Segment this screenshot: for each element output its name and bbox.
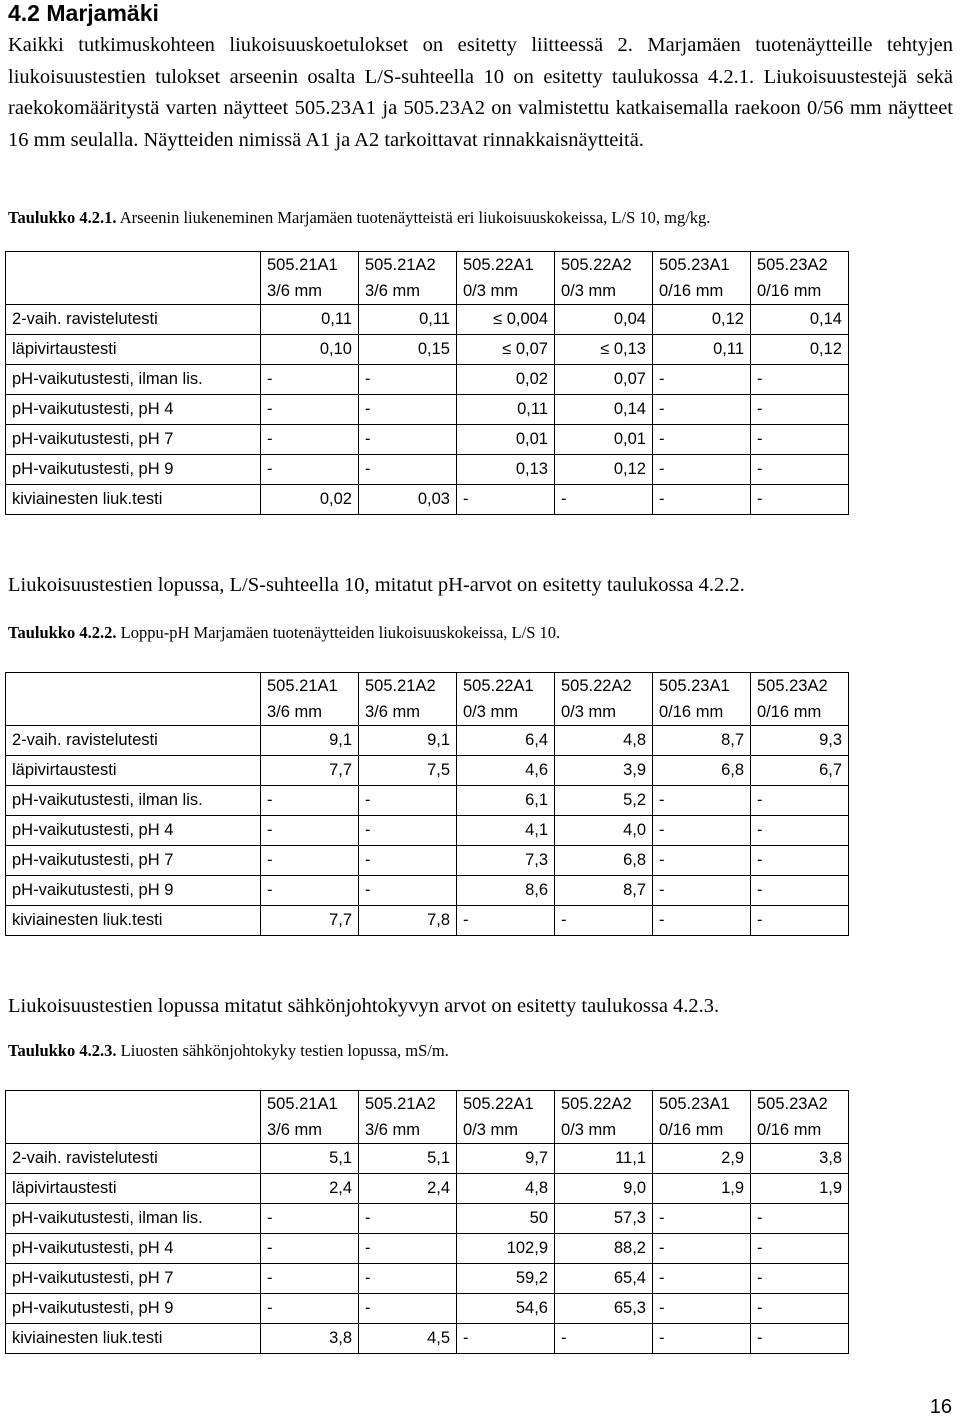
header-corner-cell (6, 1091, 261, 1144)
grain-size: 3/6 mm (365, 703, 421, 721)
value-cell: 0,02 (261, 485, 359, 515)
row-label: läpivirtaustesti (6, 756, 261, 786)
value-cell: 6,7 (751, 756, 849, 786)
value-cell: 0,11 (457, 395, 555, 425)
value-cell: 7,3 (457, 846, 555, 876)
table-row (6, 485, 849, 515)
value-cell: 2,9 (653, 1144, 751, 1174)
value-cell: - (653, 1264, 751, 1294)
value-cell: 7,7 (261, 906, 359, 936)
value-cell: 65,3 (555, 1294, 653, 1324)
sample-id: 505.22A1 (463, 1095, 534, 1113)
column-header (653, 673, 751, 726)
value-cell: 0,07 (555, 365, 653, 395)
table-row (6, 425, 849, 455)
table-row (6, 395, 849, 425)
sample-id: 505.21A1 (267, 677, 338, 695)
value-cell: - (653, 485, 751, 515)
value-cell: - (555, 1324, 653, 1354)
conductivity-paragraph: Liukoisuustestien lopussa mitatut sähkönjohtokyvyn arvot on esitetty taulukossa 4.2.3. (8, 995, 720, 1017)
table-header-row (6, 252, 849, 305)
value-cell: 2,4 (359, 1174, 457, 1204)
row-label: pH-vaikutustesti, ilman lis. (6, 365, 261, 395)
value-cell: 3,9 (555, 756, 653, 786)
value-cell: - (261, 1294, 359, 1324)
value-cell: 8,7 (653, 726, 751, 756)
table-row (6, 786, 849, 816)
value-cell: 0,13 (457, 455, 555, 485)
value-cell: 4,0 (555, 816, 653, 846)
value-cell: 11,1 (555, 1144, 653, 1174)
row-label: 2-vaih. ravistelutesti (6, 726, 261, 756)
table-row (6, 365, 849, 395)
value-cell: 2,4 (261, 1174, 359, 1204)
table-row (6, 726, 849, 756)
value-cell: 54,6 (457, 1294, 555, 1324)
row-label: pH-vaikutustesti, ilman lis. (6, 786, 261, 816)
row-label: kiviainesten liuk.testi (6, 906, 261, 936)
value-cell: - (359, 786, 457, 816)
column-header (359, 673, 457, 726)
table1-caption (8, 208, 710, 228)
value-cell: ≤ 0,07 (457, 335, 555, 365)
value-cell: - (653, 365, 751, 395)
row-label: pH-vaikutustesti, pH 7 (6, 1264, 261, 1294)
row-label: pH-vaikutustesti, pH 4 (6, 395, 261, 425)
value-cell: - (751, 786, 849, 816)
value-cell: 0,12 (555, 455, 653, 485)
table-header-row (6, 1091, 849, 1144)
value-cell: - (751, 1234, 849, 1264)
intro-paragraph: Kaikki tutkimuskohteen liukoisuuskoetulokset on esitetty liitteessä 2. Marjamäen tuotenäytteille tehtyjen liukoisuustestien tulokset arseenin osalta L/S-suhteella 10 on esitetty taulukossa 4.2.1. Liukoisuustestejä sekä raekokomääritystä varten näytteet 505.23A1 ja 505.23A2 on valmistettu katkaisemalla raekoon 0/56 mm näytteet 16 mm seulalla. Näytteiden nimissä A1 ja A2 tarkoittavat rinnakkaisnäytteitä. (8, 34, 953, 151)
value-cell: 0,01 (555, 425, 653, 455)
column-header (751, 252, 849, 305)
column-header (555, 1091, 653, 1144)
value-cell: - (261, 786, 359, 816)
final-ph-table (5, 672, 849, 936)
row-label: 2-vaih. ravistelutesti (6, 305, 261, 335)
table-row (6, 846, 849, 876)
table-row (6, 1204, 849, 1234)
value-cell: - (653, 816, 751, 846)
value-cell: - (751, 365, 849, 395)
column-header (457, 252, 555, 305)
value-cell: 8,6 (457, 876, 555, 906)
value-cell: - (653, 1204, 751, 1234)
value-cell: 50 (457, 1204, 555, 1234)
table1-caption-label: Taulukko 4.2.1. (8, 208, 117, 227)
sample-id: 505.22A1 (463, 256, 534, 274)
value-cell: 0,14 (751, 305, 849, 335)
value-cell: 57,3 (555, 1204, 653, 1234)
value-cell: - (457, 485, 555, 515)
column-header (555, 252, 653, 305)
value-cell: - (359, 1264, 457, 1294)
grain-size: 3/6 mm (267, 703, 323, 721)
row-label: 2-vaih. ravistelutesti (6, 1144, 261, 1174)
value-cell: - (261, 876, 359, 906)
value-cell: - (653, 425, 751, 455)
value-cell: 9,0 (555, 1174, 653, 1204)
row-label: kiviainesten liuk.testi (6, 1324, 261, 1354)
value-cell: 0,01 (457, 425, 555, 455)
table-row (6, 1234, 849, 1264)
value-cell: - (751, 425, 849, 455)
value-cell: ≤ 0,004 (457, 305, 555, 335)
value-cell: 65,4 (555, 1264, 653, 1294)
grain-size: 3/6 mm (267, 1121, 323, 1139)
value-cell: - (751, 455, 849, 485)
sample-id: 505.22A2 (561, 256, 632, 274)
table2-caption (8, 623, 560, 643)
value-cell: - (751, 1264, 849, 1294)
value-cell: - (653, 1234, 751, 1264)
table-row (6, 455, 849, 485)
table-row (6, 756, 849, 786)
value-cell: 5,1 (261, 1144, 359, 1174)
grain-size: 3/6 mm (365, 1121, 421, 1139)
value-cell: - (359, 816, 457, 846)
value-cell: 88,2 (555, 1234, 653, 1264)
value-cell: - (653, 876, 751, 906)
value-cell: 4,8 (555, 726, 653, 756)
sample-id: 505.21A2 (365, 677, 436, 695)
table3-caption-text: Liuosten sähkönjohtokyky testien lopussa, mS/m. (120, 1041, 449, 1060)
value-cell: 8,7 (555, 876, 653, 906)
table-header-row (6, 673, 849, 726)
value-cell: 6,1 (457, 786, 555, 816)
value-cell: 9,1 (359, 726, 457, 756)
value-cell: - (751, 1294, 849, 1324)
table2-caption-label: Taulukko 4.2.2. (8, 623, 117, 642)
row-label: pH-vaikutustesti, pH 7 (6, 846, 261, 876)
table-row (6, 1294, 849, 1324)
value-cell: - (457, 906, 555, 936)
value-cell: 0,12 (751, 335, 849, 365)
value-cell: - (653, 1294, 751, 1324)
column-header (555, 673, 653, 726)
grain-size: 0/16 mm (659, 1121, 724, 1139)
column-header (359, 1091, 457, 1144)
row-label: pH-vaikutustesti, pH 4 (6, 1234, 261, 1264)
table3-caption (8, 1041, 449, 1061)
grain-size: 0/3 mm (463, 282, 519, 300)
grain-size: 0/16 mm (757, 282, 822, 300)
value-cell: - (751, 846, 849, 876)
grain-size: 0/16 mm (659, 282, 724, 300)
sample-id: 505.22A2 (561, 1095, 632, 1113)
value-cell: 7,5 (359, 756, 457, 786)
table-row (6, 876, 849, 906)
column-header (457, 673, 555, 726)
value-cell: - (261, 846, 359, 876)
value-cell: - (751, 1204, 849, 1234)
row-label: pH-vaikutustesti, pH 9 (6, 876, 261, 906)
value-cell: 0,11 (261, 305, 359, 335)
value-cell: 5,1 (359, 1144, 457, 1174)
table1-caption-text: Arseenin liukeneminen Marjamäen tuotenäytteistä eri liukoisuuskokeissa, L/S 10, mg/kg. (119, 208, 711, 227)
arsenic-leaching-table (5, 251, 849, 515)
value-cell: - (261, 1264, 359, 1294)
value-cell: - (261, 816, 359, 846)
sample-id: 505.21A1 (267, 256, 338, 274)
value-cell: 4,1 (457, 816, 555, 846)
table-row (6, 1174, 849, 1204)
value-cell: 0,02 (457, 365, 555, 395)
table-row (6, 816, 849, 846)
value-cell: ≤ 0,13 (555, 335, 653, 365)
value-cell: - (359, 1294, 457, 1324)
value-cell: 7,8 (359, 906, 457, 936)
sample-id: 505.23A2 (757, 1095, 828, 1113)
value-cell: - (457, 1324, 555, 1354)
table-row (6, 906, 849, 936)
value-cell: 9,7 (457, 1144, 555, 1174)
value-cell: 0,12 (653, 305, 751, 335)
column-header (653, 1091, 751, 1144)
grain-size: 0/3 mm (561, 703, 617, 721)
value-cell: - (359, 876, 457, 906)
value-cell: - (261, 1204, 359, 1234)
value-cell: - (751, 395, 849, 425)
value-cell: 4,8 (457, 1174, 555, 1204)
grain-size: 0/16 mm (659, 703, 724, 721)
sample-id: 505.21A2 (365, 256, 436, 274)
value-cell: 6,8 (555, 846, 653, 876)
row-label: pH-vaikutustesti, pH 7 (6, 425, 261, 455)
column-header (261, 1091, 359, 1144)
table-row (6, 1324, 849, 1354)
conductivity-table (5, 1090, 849, 1354)
sample-id: 505.21A1 (267, 1095, 338, 1113)
grain-size: 3/6 mm (267, 282, 323, 300)
value-cell: - (359, 365, 457, 395)
grain-size: 0/3 mm (463, 1121, 519, 1139)
column-header (751, 1091, 849, 1144)
row-label: pH-vaikutustesti, pH 9 (6, 1294, 261, 1324)
sample-id: 505.22A1 (463, 677, 534, 695)
sample-id: 505.23A1 (659, 677, 730, 695)
value-cell: - (261, 395, 359, 425)
column-header (359, 252, 457, 305)
value-cell: - (359, 395, 457, 425)
table-row (6, 1264, 849, 1294)
grain-size: 0/3 mm (561, 282, 617, 300)
value-cell: - (653, 395, 751, 425)
value-cell: 7,7 (261, 756, 359, 786)
grain-size: 0/3 mm (561, 1121, 617, 1139)
value-cell: - (359, 1204, 457, 1234)
value-cell: 59,2 (457, 1264, 555, 1294)
table-row (6, 305, 849, 335)
value-cell: 0,11 (359, 305, 457, 335)
header-corner-cell (6, 252, 261, 305)
value-cell: - (261, 1234, 359, 1264)
value-cell: - (751, 876, 849, 906)
sample-id: 505.23A2 (757, 256, 828, 274)
row-label: läpivirtaustesti (6, 335, 261, 365)
value-cell: - (359, 1234, 457, 1264)
sample-id: 505.22A2 (561, 677, 632, 695)
row-label: pH-vaikutustesti, pH 4 (6, 816, 261, 846)
row-label: pH-vaikutustesti, ilman lis. (6, 1204, 261, 1234)
value-cell: - (751, 906, 849, 936)
value-cell: - (261, 365, 359, 395)
column-header (261, 252, 359, 305)
row-label: kiviainesten liuk.testi (6, 485, 261, 515)
row-label: pH-vaikutustesti, pH 9 (6, 455, 261, 485)
value-cell: 4,6 (457, 756, 555, 786)
column-header (457, 1091, 555, 1144)
value-cell: 0,15 (359, 335, 457, 365)
value-cell: 3,8 (261, 1324, 359, 1354)
column-header (653, 252, 751, 305)
value-cell: 3,8 (751, 1144, 849, 1174)
value-cell: 5,2 (555, 786, 653, 816)
section-heading: 4.2 Marjamäki (8, 0, 159, 26)
value-cell: 1,9 (653, 1174, 751, 1204)
page-number: 16 (929, 1396, 952, 1418)
value-cell: - (359, 425, 457, 455)
column-header (261, 673, 359, 726)
ph-paragraph: Liukoisuustestien lopussa, L/S-suhteella 10, mitatut pH-arvot on esitetty taulukossa 4.2.2. (8, 574, 745, 596)
value-cell: 0,04 (555, 305, 653, 335)
value-cell: - (653, 1324, 751, 1354)
value-cell: 6,8 (653, 756, 751, 786)
table-row (6, 1144, 849, 1174)
grain-size: 3/6 mm (365, 282, 421, 300)
value-cell: - (653, 786, 751, 816)
value-cell: - (653, 906, 751, 936)
value-cell: 0,10 (261, 335, 359, 365)
sample-id: 505.21A2 (365, 1095, 436, 1113)
table-row (6, 335, 849, 365)
value-cell: 0,11 (653, 335, 751, 365)
grain-size: 0/16 mm (757, 703, 822, 721)
value-cell: - (261, 425, 359, 455)
column-header (751, 673, 849, 726)
value-cell: - (751, 1324, 849, 1354)
value-cell: - (653, 455, 751, 485)
table2-caption-text: Loppu-pH Marjamäen tuotenäytteiden liukoisuuskokeissa, L/S 10. (120, 623, 561, 642)
table3-caption-label: Taulukko 4.2.3. (8, 1041, 117, 1060)
sample-id: 505.23A1 (659, 256, 730, 274)
value-cell: - (653, 846, 751, 876)
sample-id: 505.23A1 (659, 1095, 730, 1113)
value-cell: - (261, 455, 359, 485)
value-cell: 0,03 (359, 485, 457, 515)
value-cell: 0,14 (555, 395, 653, 425)
row-label: läpivirtaustesti (6, 1174, 261, 1204)
value-cell: - (555, 906, 653, 936)
value-cell: 1,9 (751, 1174, 849, 1204)
value-cell: 6,4 (457, 726, 555, 756)
value-cell: - (555, 485, 653, 515)
value-cell: - (359, 455, 457, 485)
value-cell: - (751, 485, 849, 515)
value-cell: 9,3 (751, 726, 849, 756)
grain-size: 0/16 mm (757, 1121, 822, 1139)
value-cell: 9,1 (261, 726, 359, 756)
header-corner-cell (6, 673, 261, 726)
value-cell: - (751, 816, 849, 846)
value-cell: 102,9 (457, 1234, 555, 1264)
sample-id: 505.23A2 (757, 677, 828, 695)
grain-size: 0/3 mm (463, 703, 519, 721)
value-cell: - (359, 846, 457, 876)
value-cell: 4,5 (359, 1324, 457, 1354)
